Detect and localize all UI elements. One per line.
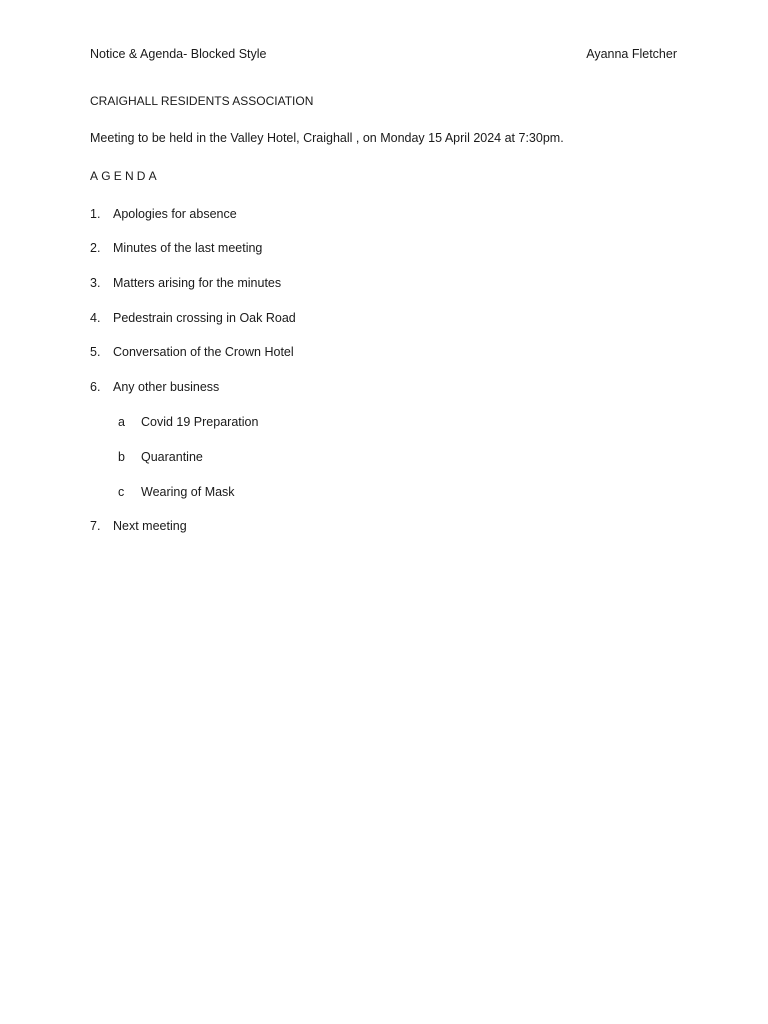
agenda-subitem-letter: a: [118, 415, 125, 429]
header-author: Ayanna Fletcher: [586, 47, 677, 61]
agenda-item-text: Pedestrain crossing in Oak Road: [113, 311, 296, 325]
agenda-item-text: Next meeting: [113, 519, 187, 533]
meeting-details: Meeting to be held in the Valley Hotel, Craighall , on Monday 15 April 2024 at 7:30pm.: [90, 131, 564, 145]
agenda-item-number: 6.: [90, 380, 101, 394]
agenda-item-number: 5.: [90, 345, 101, 359]
agenda-item-text: Matters arising for the minutes: [113, 276, 282, 290]
agenda-heading: AGENDA: [90, 169, 160, 183]
agenda-subitem: [118, 450, 203, 464]
organization-name: CRAIGHALL RESIDENTS ASSOCIATION: [90, 94, 314, 108]
agenda-item-text: Conversation of the Crown Hotel: [113, 345, 294, 359]
agenda-subitem-text: Wearing of Mask: [141, 485, 235, 499]
agenda-item-number: 2.: [90, 241, 101, 255]
agenda-item-text: Minutes of the last meeting: [113, 241, 263, 255]
agenda-item-number: 3.: [90, 276, 101, 290]
agenda-subitem: [118, 485, 235, 499]
agenda-item-number: 7.: [90, 519, 101, 533]
agenda-item: [90, 519, 187, 533]
agenda-item-number: 1.: [90, 207, 101, 221]
agenda-item: [90, 311, 296, 325]
agenda-item-number: 4.: [90, 311, 101, 325]
agenda-item-text: Any other business: [113, 380, 220, 394]
agenda-item: [90, 345, 294, 359]
agenda-subitem-letter: b: [118, 450, 125, 464]
agenda-subitem-text: Covid 19 Preparation: [141, 415, 259, 429]
agenda-item: [90, 276, 281, 290]
agenda-item: [90, 207, 237, 221]
agenda-item: [90, 241, 262, 255]
header-title: Notice & Agenda- Blocked Style: [90, 47, 267, 61]
agenda-item-text: Apologies for absence: [113, 207, 237, 221]
agenda-item: [90, 380, 219, 394]
agenda-subitem-text: Quarantine: [141, 450, 203, 464]
agenda-subitem-letter: c: [118, 485, 125, 499]
agenda-subitem: [118, 415, 258, 429]
